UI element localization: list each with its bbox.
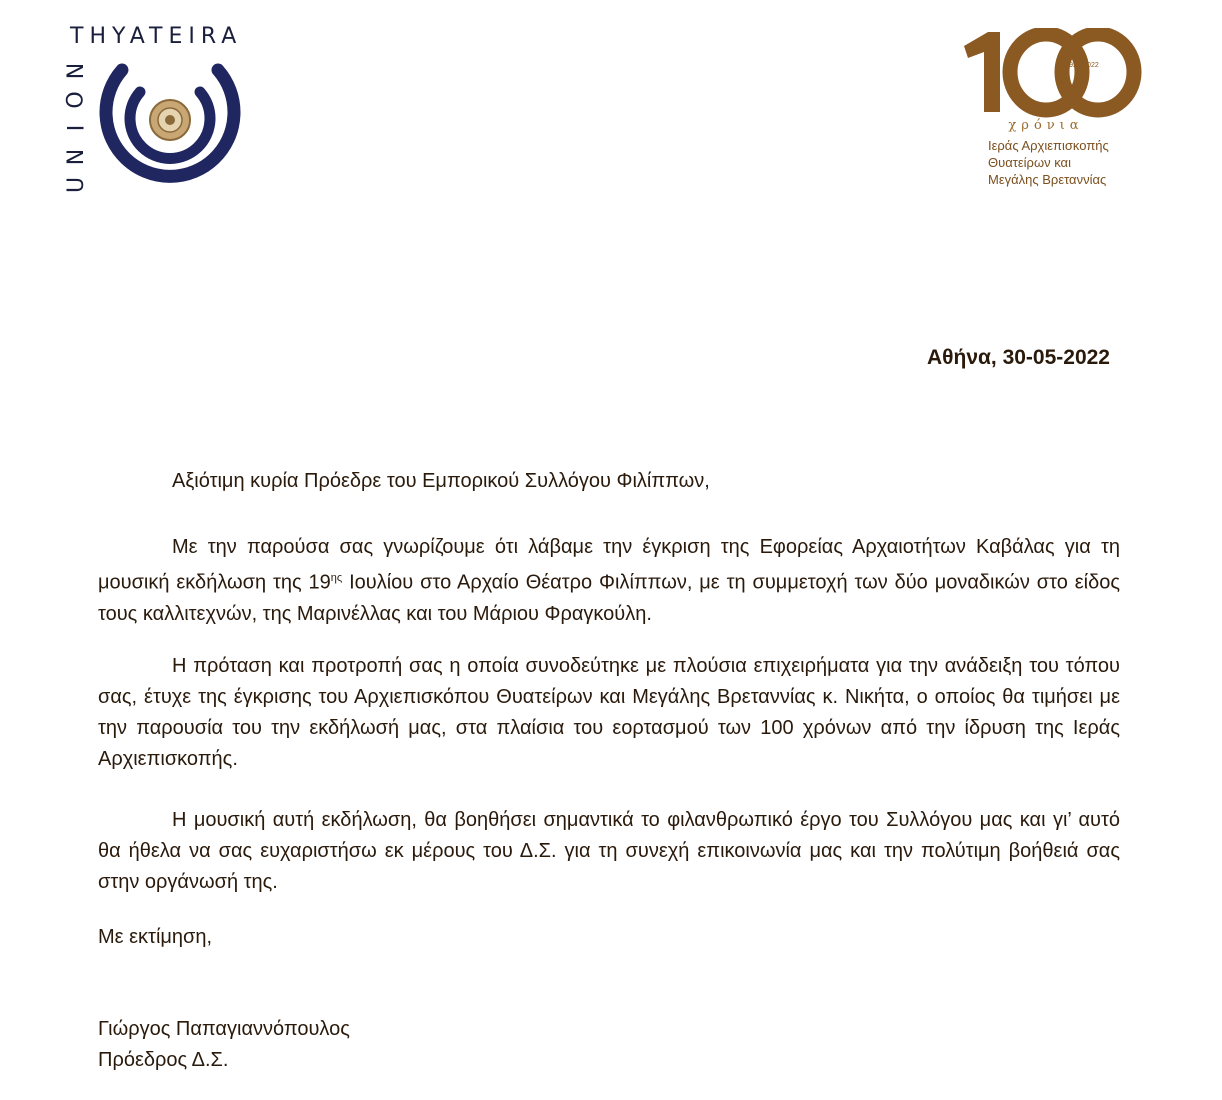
letter-paragraph-3	[98, 805, 1120, 898]
paragraph-2-text: Η πρόταση και προτροπή σας η οποία συνοδεύτηκε με πλούσια επιχειρήματα για την ανάδειξη του τόπου σας, έτυχε της έγκρισης του Αρχιεπισκόπου Θυατείρων και Μεγάλης Βρεταννίας κ. Νικήτα, ο οποίος θα τιμήσει με την παρουσία του την εκδήλωσή μας, στα πλαίσια του εορτασμού των 100 χρόνων από την ίδρυση της Ιεράς Αρχιεπισκοπής.	[98, 655, 1120, 770]
letter-closing: Με εκτίμηση,	[98, 926, 213, 948]
logo-letter: O	[63, 90, 89, 109]
anniversary-line-3: Μεγάλης Βρεταννίας	[988, 172, 1107, 187]
paragraph-1-text-a: Με την παρούσα σας γνωρίζουμε ότι λάβαμε την έγκριση της Εφορείας Αρχαιοτήτων Καβάλας για τη μουσική εκδήλωση της 19	[98, 536, 1120, 594]
logo-vertical-text	[62, 58, 92, 198]
logo-letter: N	[64, 62, 89, 80]
signature-role: Πρόεδρος Δ.Σ.	[98, 1049, 229, 1071]
paragraph-1-text-b: Ιουλίου στο Αρχαίο Θέατρο Φιλίππων, με τη συμμετοχή των δύο μοναδικών στο είδος τους καλλιτεχνών, της Μαρινέλλας και του Μάριου Φραγκούλη.	[98, 571, 1120, 625]
logo-letter: N	[64, 148, 89, 165]
union-ring-emblem-icon	[92, 58, 248, 198]
anniversary-line-2: Θυατείρων και	[988, 155, 1071, 170]
logo-letter: U	[63, 176, 89, 194]
paragraph-3-text: Η μουσική αυτή εκδήλωση, θα βοηθήσει σημαντικά το φιλανθρωπικό έργο του Συλλόγου μας και γι’ αυτό θα ήθελα να σας ευχαριστήσω εκ μέρους του Δ.Σ. για τη συνεχή επικοινωνία μας και την πολύτιμη βοήθειά σας στην οργάνωσή της.	[98, 809, 1120, 893]
anniversary-line-1: Ιεράς Αρχιεπισκοπής	[988, 138, 1109, 153]
anniversary-logo	[960, 28, 1170, 198]
letter-paragraph-1	[98, 532, 1120, 630]
logo-title: THYATEIRA	[70, 24, 243, 49]
logo-letter: I	[64, 124, 89, 132]
anniversary-xronia: χρόνια	[1008, 118, 1084, 133]
signature-name: Γιώργος Παπαγιαννόπουλος	[98, 1018, 350, 1040]
letter-paragraph-2	[98, 651, 1120, 775]
letter-date: Αθήνα, 30-05-2022	[926, 346, 1110, 369]
anniversary-100-icon	[960, 28, 1170, 120]
paragraph-1-superscript: ης	[330, 572, 343, 584]
letter-salutation: Αξιότιμη κυρία Πρόεδρε του Εμπορικού Συλλόγου Φιλίππων,	[172, 470, 710, 492]
anniversary-years: 1922-2022	[1065, 62, 1099, 69]
